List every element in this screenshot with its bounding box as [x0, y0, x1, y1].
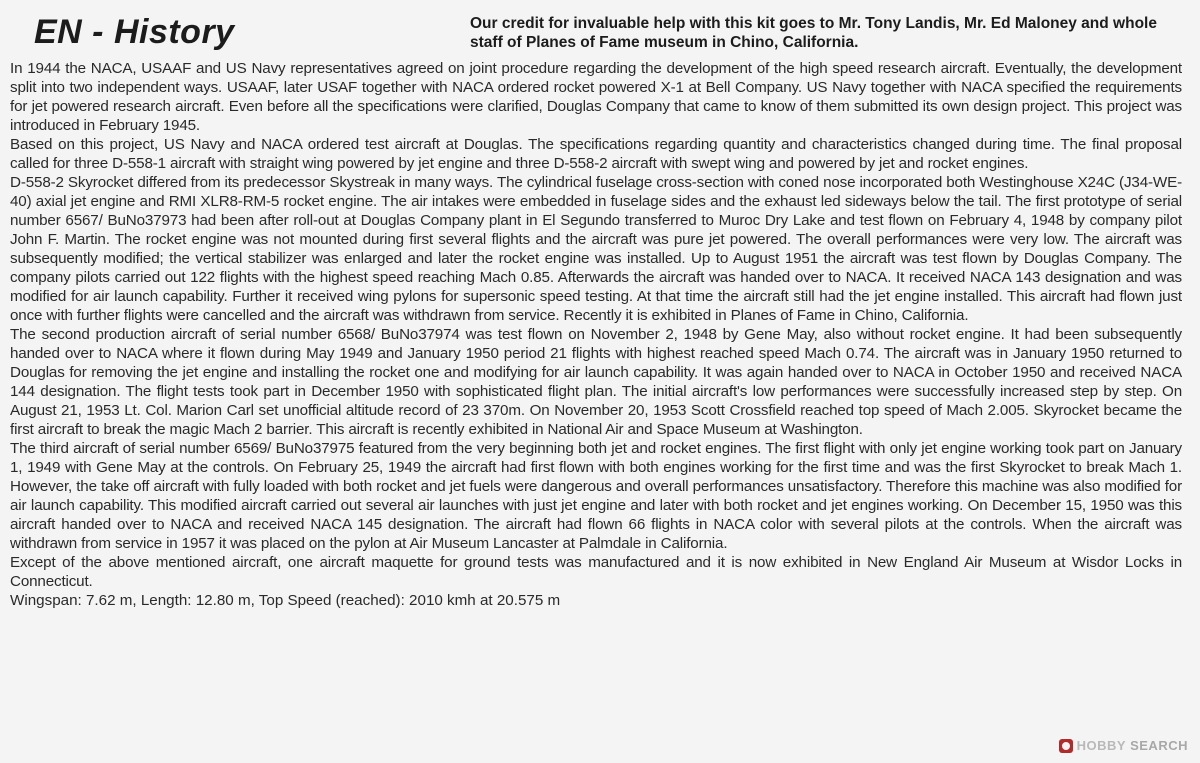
paragraph-maquette: Except of the above mentioned aircraft, one aircraft maquette for ground tests was manufactured and it is now exhibited in New England Air Museum at Wisdor Locks in Connecticut. [10, 554, 1182, 590]
page-title: EN - History [34, 13, 235, 51]
watermark [1059, 738, 1188, 753]
specifications-line: Wingspan: 7.62 m, Length: 12.80 m, Top Speed (reached): 2010 kmh at 20.575 m [10, 592, 561, 609]
paragraph-third-aircraft: The third aircraft of serial number 6569/ BuNo37975 featured from the very beginning both jet and rocket engines. The first flight with only jet engine working took part on January 1, 1949 with Gene May at the controls. On February 25, 1949 the aircraft had first flown with both engines working for the first time and was the first Skyrocket to break Mach 1. However, the take off aircraft with fully loaded with both rocket and jet fuels were dangerous and overall performances unsatisfactory. Therefore this machine was also modified for air launch capability. This modified aircraft carried out several air launches with just jet engine and later with both rocket and jet engines working. On December 15, 1950 was this aircraft handed over to NACA and received NACA 145 designation. The aircraft had flown 66 flights in NACA color with several pilots at the controls. When the aircraft was withdrawn from service in 1957 it was placed on the pylon at Air Museum Lancaster at Palmdale in California. [10, 440, 1182, 552]
hobbysearch-logo-icon [1059, 739, 1073, 753]
history-text [10, 59, 1182, 610]
paragraph-first-prototype: D-558-2 Skyrocket differed from its predecessor Skystreak in many ways. The cylindrical fuselage cross-section with coned nose incorporated both Westinghouse X24C (J34-WE-40) axial jet engine and RMI XLR8-RM-5 rocket engine. The air intakes were embedded in fuselage sides and the exhaust led sideways below the tail. The first prototype of serial number 6567/ BuNo37973 had been after roll-out at Douglas Company plant in El Segundo transferred to Muroc Dry Lake and test flown on February 4, 1948 by company pilot John F. Martin. The rocket engine was not mounted during first several flights and the aircraft was pure jet powered. The overall performances were very low. The aircraft was subsequently modified; the vertical stabilizer was enlarged and later the rocket engine was installed. Up to August 1951 the aircraft was test flown by Douglas Company. The company pilots carried out 122 flights with the highest speed reaching Mach 0.85. Afterwards the aircraft was handed over to NACA. It received NACA 143 designation and was modified for air launch capability. Further it received wing pylons for supersonic speed testing. At that time the aircraft still had the jet engine installed. This aircraft had flown just once with further flights were cancelled and the aircraft was withdrawn from service. Recently it is exhibited in Planes of Fame in Chino, California. [10, 174, 1182, 324]
paragraph-order: Based on this project, US Navy and NACA ordered test aircraft at Douglas. The specifications regarding quantity and characteristics changed during time. The final proposal called for three D-558-1 aircraft with straight wing powered by jet engine and three D-558-2 aircraft with swept wing and powered by jet and rocket engines. [10, 136, 1182, 172]
paragraph-origins: In 1944 the NACA, USAAF and US Navy representatives agreed on joint procedure regarding the development of the high speed research aircraft. Eventually, the development split into two independent ways. USAAF, later USAF together with NACA ordered rocket powered X-1 at Bell Company. US Navy together with NACA specified the requirements for jet powered research aircraft. Even before all the specifications were clarified, Douglas Company that came to know of them submitted its own design project. This project was introduced in February 1945. [10, 60, 1182, 134]
paragraph-second-aircraft: The second production aircraft of serial number 6568/ BuNo37974 was test flown on November 2, 1948 by Gene May, also without rocket engine. It had been subsequently handed over to NACA where it flown during May 1949 and January 1950 period 21 flights with highest reached speed Mach 0.74. The aircraft was in January 1950 returned to Douglas for removing the jet engine and installing the rocket one and modifying for air launch capability. It was again handed over to NACA in October 1950 and received NACA 144 designation. The flight tests took part in December 1950 with sophisticated flight plan. The initial aircraft's low performances were successfully increased step by step. On August 21, 1953 Lt. Col. Marion Carl set unofficial altitude record of 23 370m. On November 20, 1953 Scott Crossfield reached top speed of Mach 2.005. Skyrocket became the first aircraft to break the magic Mach 2 barrier. This aircraft is recently exhibited in National Air and Space Museum at Washington. [10, 326, 1182, 438]
credit-note: Our credit for invaluable help with this kit goes to Mr. Tony Landis, Mr. Ed Maloney and whole staff of Planes of Fame museum in Chino, California. [470, 15, 1157, 51]
watermark-suffix: SEARCH [1130, 738, 1188, 753]
watermark-brand: HOBBY [1076, 738, 1127, 753]
